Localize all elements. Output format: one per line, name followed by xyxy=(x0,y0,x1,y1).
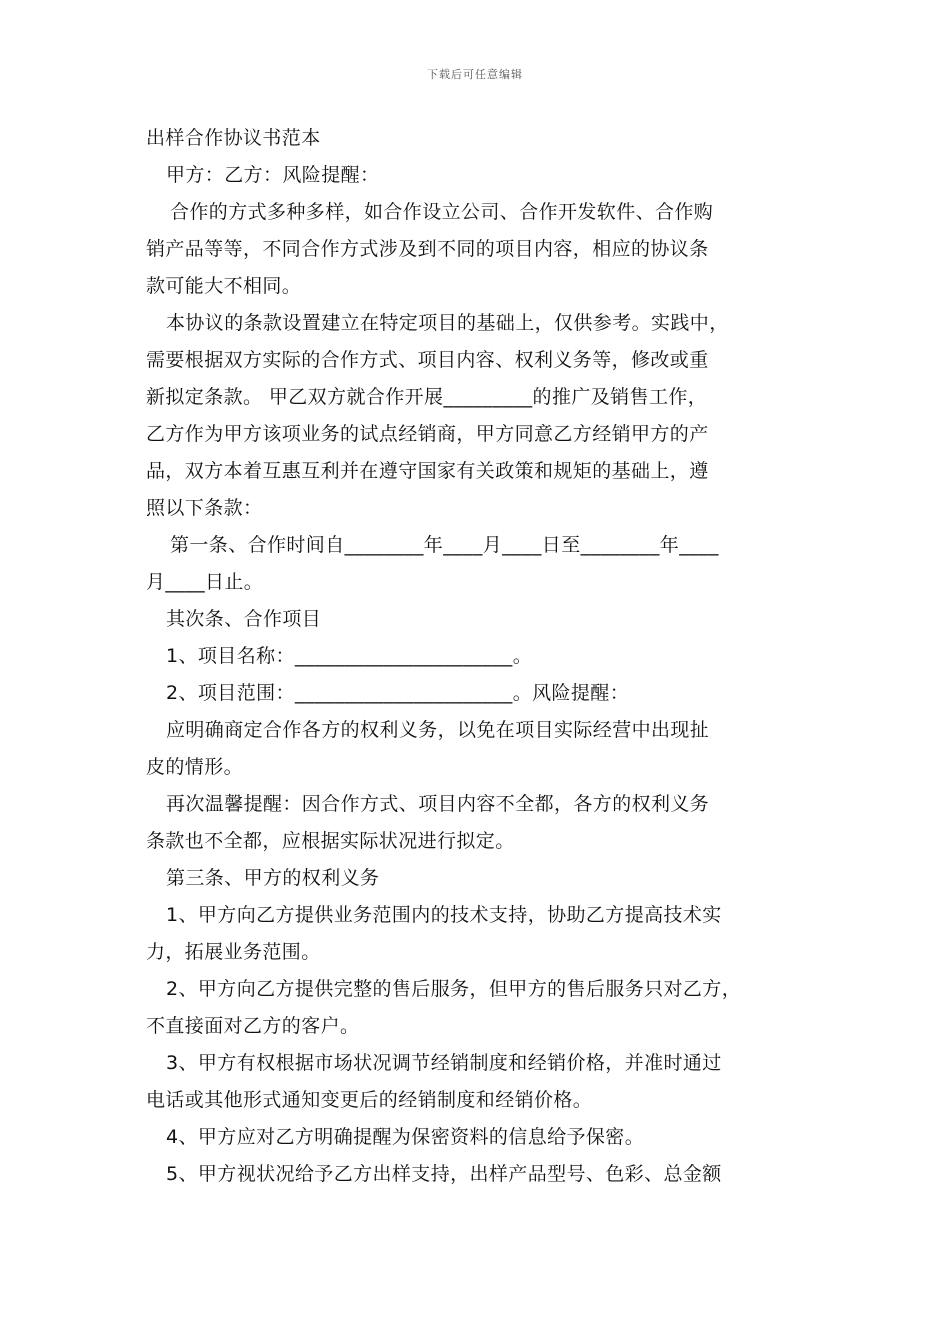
paragraph-line: 皮的情形。 xyxy=(146,756,244,778)
clause-item: 不直接面对乙方的客户。 xyxy=(146,1015,360,1037)
paragraph-line: 条款也不全都，应根据实际状况进行拟定。 xyxy=(146,830,515,852)
clause-item: 2、甲方向乙方提供完整的售后服务，但甲方的售后服务只对乙方， xyxy=(166,978,742,1000)
article-heading: 其次条、合作项目 xyxy=(166,608,322,630)
paragraph-line: 再次温馨提醒：因合作方式、项目内容不全都，各方的权利义务 xyxy=(166,793,710,815)
paragraph-line: 款可能大不相同。 xyxy=(146,275,302,297)
paragraph-line: 本协议的条款设置建立在特定项目的基础上，仅供参考。实践中， xyxy=(166,312,729,334)
paragraph-line: 应明确商定合作各方的权利义务，以免在项目实际经营中出现扯 xyxy=(166,719,710,741)
document-title: 出样合作协议书范本 xyxy=(146,127,321,149)
page-header-note: 下载后可任意编辑 xyxy=(427,68,523,81)
clause-item: 3、甲方有权根据市场状况调节经销制度和经销价格，并准时通过 xyxy=(166,1052,722,1074)
clause-item: 电话或其他形式通知变更后的经销制度和经销价格。 xyxy=(146,1089,593,1111)
paragraph-line: 乙方作为甲方该项业务的试点经销商，甲方同意乙方经销甲方的产 xyxy=(146,423,709,445)
paragraph-line: 新拟定条款。 甲乙双方就合作开展_________的推广及销售工作， xyxy=(146,386,708,408)
article-line: 第一条、合作时间自________年____月____日至________年____ xyxy=(170,534,719,556)
paragraph-line: 需要根据双方实际的合作方式、项目内容、权利义务等，修改或重 xyxy=(146,349,709,371)
paragraph-line: 照以下条款： xyxy=(146,497,263,519)
article-heading: 第三条、甲方的权利义务 xyxy=(166,867,380,889)
article-line: 月____日止。 xyxy=(146,571,264,593)
document-body xyxy=(146,120,826,1193)
clause-item: 1、甲方向乙方提供业务范围内的技术支持，协助乙方提高技术实 xyxy=(166,904,722,926)
paragraph-line: 销产品等等，不同合作方式涉及到不同的项目内容，相应的协议条 xyxy=(146,238,709,260)
clause-item: 4、甲方应对乙方明确提醒为保密资料的信息给予保密。 xyxy=(166,1126,645,1148)
paragraph-line: 合作的方式多种多样，如合作设立公司、合作开发软件、合作购 xyxy=(170,201,714,223)
parties-line: 甲方：乙方：风险提醒： xyxy=(166,164,380,186)
clause-item: 1、项目名称：______________________。 xyxy=(166,645,533,667)
clause-item: 2、项目范围：______________________。风险提醒： xyxy=(166,682,630,704)
clause-item: 力，拓展业务范围。 xyxy=(146,941,321,963)
clause-item: 5、甲方视状况给予乙方出样支持，出样产品型号、色彩、总金额 xyxy=(166,1163,722,1185)
paragraph-line: 品，双方本着互惠互利并在遵守国家有关政策和规矩的基础上，遵 xyxy=(146,460,709,482)
